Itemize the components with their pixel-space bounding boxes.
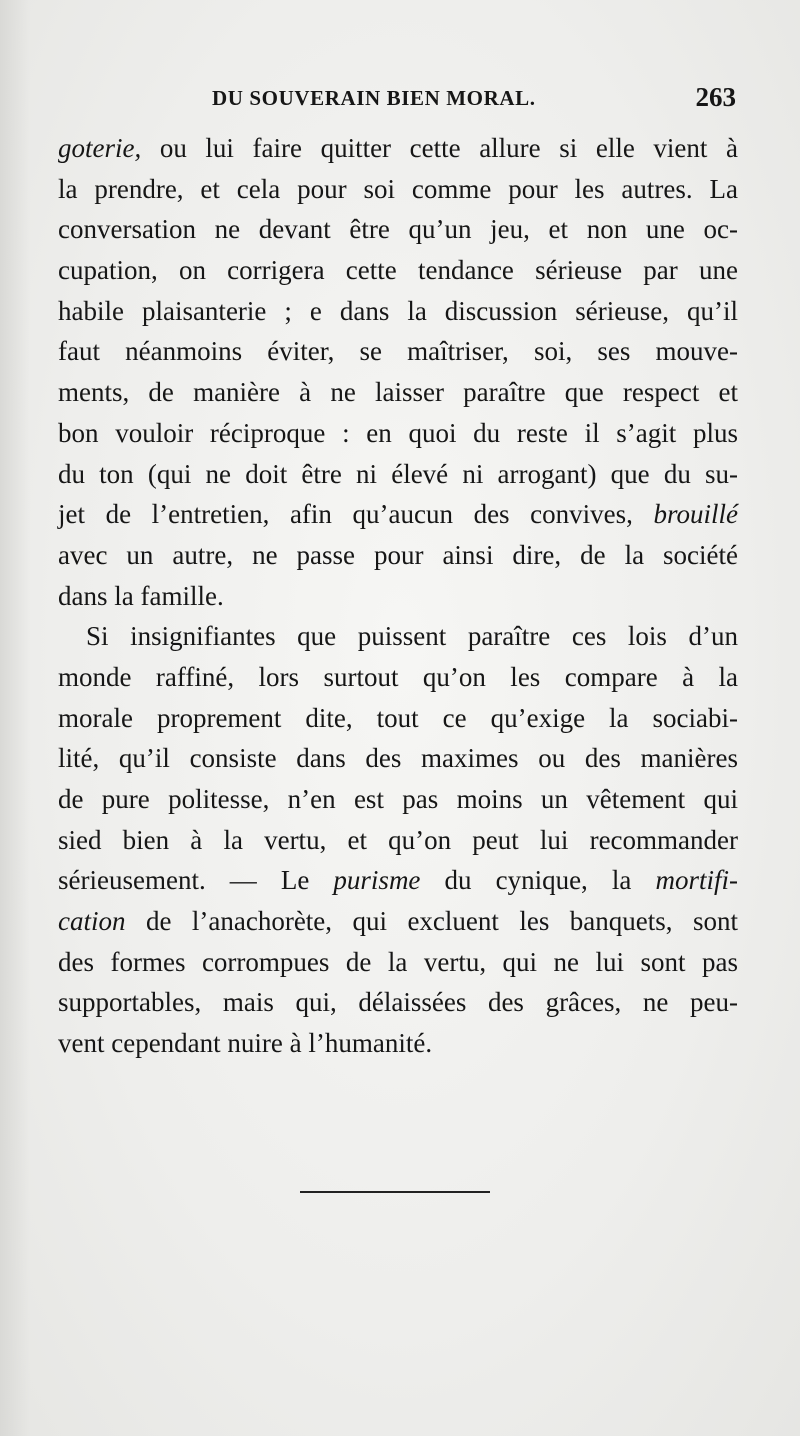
paragraph-2 (58, 616, 738, 1064)
text-line: cation de l’anachorète, qui excluent les banquets, sont (58, 906, 738, 937)
text-line: des formes corrompues de la vertu, qui ne lui sont pas (58, 946, 738, 977)
text-line: Si insignifiantes que puissent paraître ces lois d’un (86, 621, 738, 652)
text-line: la prendre, et cela pour soi comme pour les autres. La (58, 173, 738, 204)
text-line: habile plaisanterie ; e dans la discussion sérieuse, qu’il (58, 295, 738, 326)
page-number: 263 (695, 82, 736, 112)
text-line: supportables, mais qui, délaissées des grâces, ne peu- (58, 987, 738, 1018)
end-rule (300, 1191, 490, 1193)
text-line: faut néanmoins éviter, se maîtriser, soi, ses mouve- (58, 336, 738, 367)
text-line: vent cependant nuire à l’humanité. (58, 1028, 433, 1059)
text-line: conversation ne devant être qu’un jeu, et non une oc- (58, 214, 738, 245)
text-line: morale proprement dite, tout ce qu’exige la sociabi- (58, 702, 738, 733)
text-line: avec un autre, ne passe pour ainsi dire, de la société (58, 539, 738, 570)
text-line: bon vouloir réciproque : en quoi du reste il s’agit plus (58, 417, 738, 448)
body-text (58, 128, 738, 1064)
text-line: goterie, ou lui faire quitter cette allure si elle vient à (58, 133, 738, 163)
text-line: cupation, on corrigera cette tendance sérieuse par une (58, 255, 738, 286)
running-title: DU SOUVERAIN BIEN MORAL. (212, 86, 536, 110)
text-line: dans la famille. (58, 580, 224, 611)
page-gutter-shadow (0, 0, 30, 1436)
text-line: du ton (qui ne doit être ni élevé ni arrogant) que du su- (58, 458, 738, 489)
text-line: sérieusement. — Le purisme du cynique, la mortifi- (58, 865, 738, 896)
text-line: lité, qu’il consiste dans des maximes ou des manières (58, 743, 738, 774)
text-line: monde raffiné, lors surtout qu’on les compare à la (58, 661, 738, 692)
text-line: ments, de manière à ne laisser paraître que respect et (58, 377, 738, 408)
text-line: jet de l’entretien, afin qu’aucun des convives, brouillé (58, 499, 738, 530)
page-header (60, 82, 740, 116)
text-line: sied bien à la vertu, et qu’on peut lui recommander (58, 824, 738, 855)
text-line: de pure politesse, n’en est pas moins un vêtement qui (58, 784, 738, 814)
paragraph-1 (58, 128, 738, 616)
